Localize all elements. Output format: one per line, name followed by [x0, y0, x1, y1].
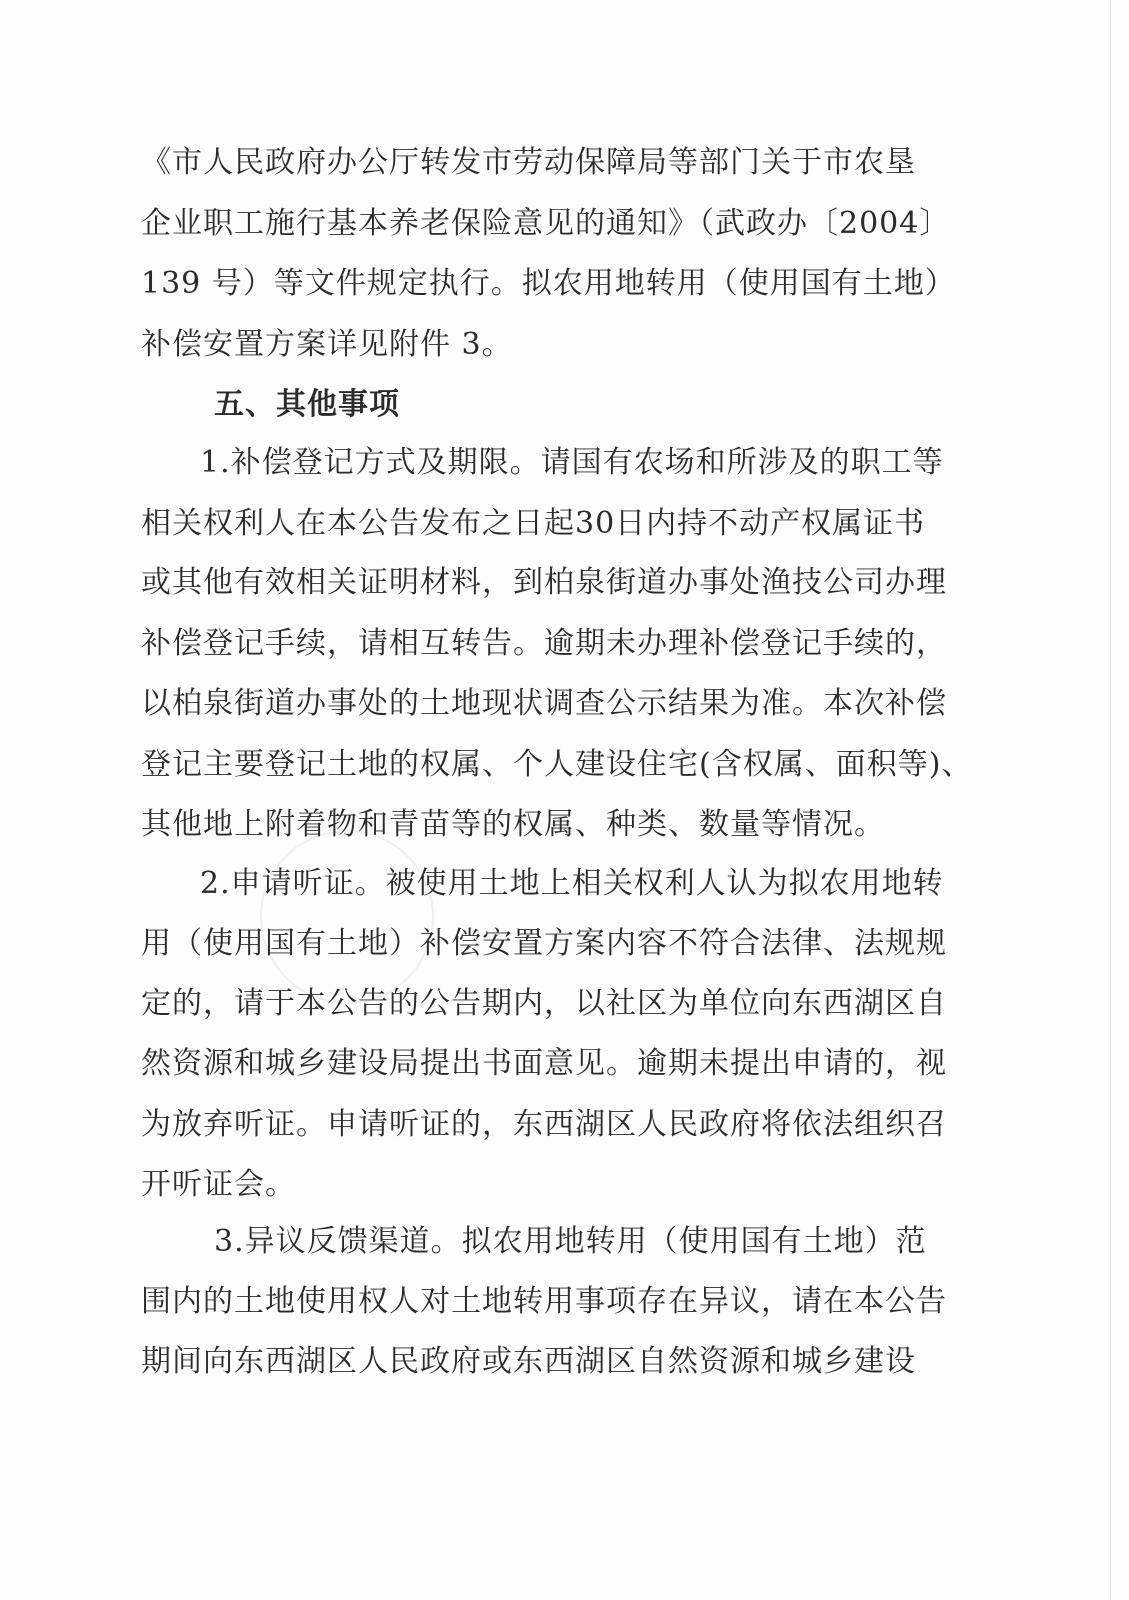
paragraph-line: 139 号）等文件规定执行。拟农用地转用（使用国有土地）: [141, 266, 956, 301]
item3-line: 期间向东西湖区人民政府或东西湖区自然资源和城乡建设: [141, 1344, 916, 1379]
item3-line: 3.异议反馈渠道。拟农用地转用（使用国有土地）范: [214, 1224, 927, 1259]
item1-line: 登记主要登记土地的权属、个人建设住宅(含权属、面积等)、: [141, 747, 973, 782]
paragraph-line: 补偿安置方案详见附件 3。: [141, 327, 513, 362]
item1-line: 其他地上附着物和青苗等的权属、种类、数量等情况。: [141, 807, 885, 842]
item2-line: 定的，请于本公告的公告期内，以社区为单位向东西湖区自: [141, 986, 947, 1021]
section-heading: 五、其他事项: [214, 387, 400, 422]
scan-edge-divider: [1110, 0, 1111, 1600]
item1-line: 或其他有效相关证明材料，到柏泉街道办事处渔技公司办理: [141, 565, 947, 600]
item2-line: 然资源和城乡建设局提出书面意见。逾期未提出申请的，视: [141, 1046, 947, 1081]
faint-seal-stamp: [260, 830, 434, 1004]
item2-line: 用（使用国有土地）补偿安置方案内容不符合法律、法规规: [141, 926, 947, 961]
item1-line: 相关权利人在本公告发布之日起30日内持不动产权属证书: [141, 506, 926, 541]
item2-line: 2.申请听证。被使用土地上相关权利人认为拟农用地转: [200, 866, 944, 901]
paragraph-line: 企业职工施行基本养老保险意见的通知》（武政办〔2004〕: [141, 206, 951, 241]
item2-line: 开听证会。: [141, 1167, 296, 1202]
item1-line: 1.补偿登记方式及期限。请国有农场和所涉及的职工等: [200, 445, 944, 480]
item1-line: 以柏泉街道办事处的土地现状调查公示结果为准。本次补偿: [141, 686, 947, 721]
item3-line: 围内的土地使用权人对土地转用事项存在异议，请在本公告: [141, 1284, 947, 1319]
item2-line: 为放弃听证。申请听证的，东西湖区人民政府将依法组织召: [141, 1107, 947, 1142]
paragraph-line: 《市人民政府办公厅转发市劳动保障局等部门关于市农垦: [141, 145, 916, 180]
item1-line: 补偿登记手续，请相互转告。逾期未办理补偿登记手续的，: [141, 626, 947, 661]
